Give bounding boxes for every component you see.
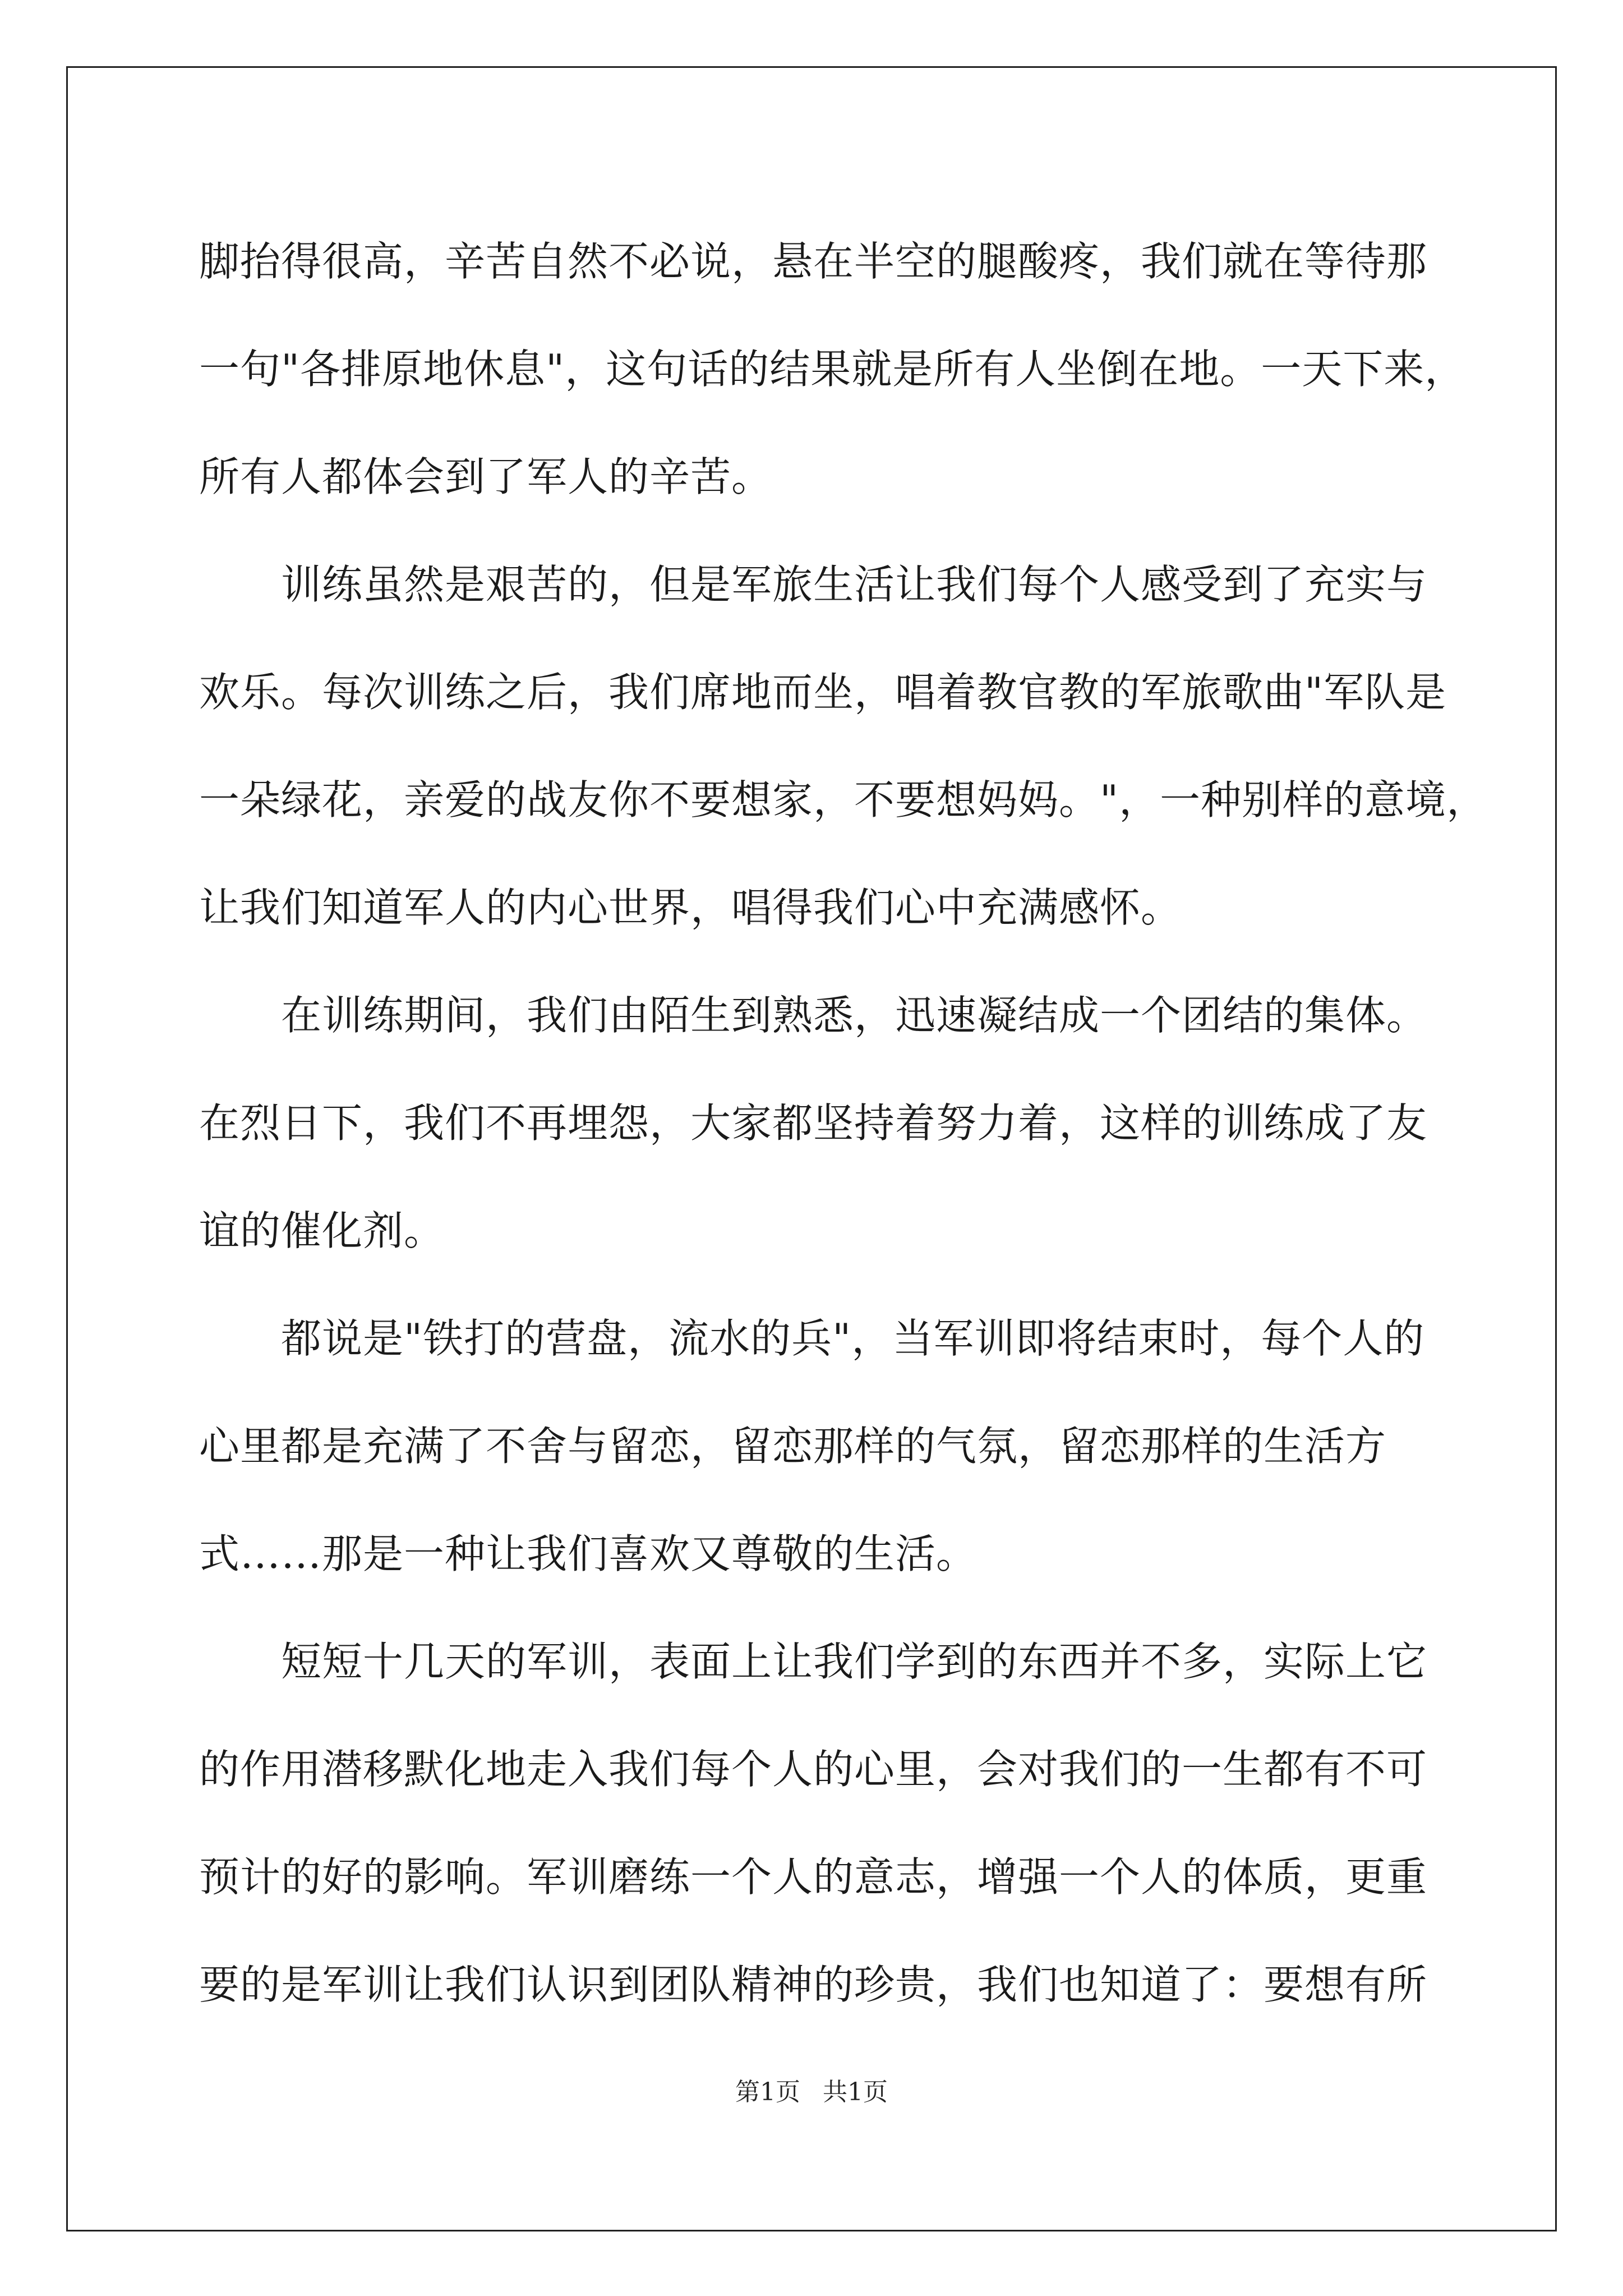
text-line: 一句"各排原地休息"，这句话的结果就是所有人坐倒在地。一天下来， (199, 346, 1466, 393)
text-line: 谊的催化剂。 (199, 1207, 445, 1254)
text-line: 脚抬得很高，辛苦自然不必说，悬在半空的腿酸疼，我们就在等待那 (199, 238, 1428, 285)
text-line: 让我们知道军人的内心世界，唱得我们心中充满感怀。 (199, 884, 1182, 931)
text-line: 心里都是充满了不舍与留恋，留恋那样的气氛，留恋那样的生活方 (199, 1423, 1387, 1470)
text-line: 式……那是一种让我们喜欢又尊敬的生活。 (199, 1530, 978, 1577)
text-line: 预计的好的影响。军训磨练一个人的意志，增强一个人的体质，更重 (199, 1853, 1428, 1901)
text-line: 欢乐。每次训练之后，我们席地而坐，唱着教官教的军旅歌曲"军队是 (199, 669, 1447, 716)
text-line: 训练虽然是艰苦的，但是军旅生活让我们每个人感受到了充实与 (199, 561, 1428, 608)
text-line: 在训练期间，我们由陌生到熟悉，迅速凝结成一个团结的集体。 (199, 992, 1428, 1039)
text-line: 要的是军训让我们认识到团队精神的珍贵，我们也知道了：要想有所 (199, 1961, 1428, 2008)
page-footer (0, 2076, 1623, 2109)
text-line: 一朵绿花，亲爱的战友你不要想家，不要想妈妈。"，一种别样的意境， (199, 776, 1488, 823)
page-total: 共1页 (823, 2078, 888, 2106)
document-body (199, 208, 1488, 2039)
text-line: 的作用潜移默化地走入我们每个人的心里，会对我们的一生都有不可 (199, 1746, 1428, 1793)
text-line: 所有人都体会到了军人的辛苦。 (199, 453, 773, 500)
page-number: 第1页 (735, 2078, 800, 2106)
text-line: 在烈日下，我们不再埋怨，大家都坚持着努力着，这样的训练成了友 (199, 1099, 1428, 1147)
text-line: 短短十几天的军训，表面上让我们学到的东西并不多，实际上它 (199, 1638, 1428, 1685)
text-line: 都说是"铁打的营盘，流水的兵"，当军训即将结束时，每个人的 (199, 1315, 1425, 1362)
